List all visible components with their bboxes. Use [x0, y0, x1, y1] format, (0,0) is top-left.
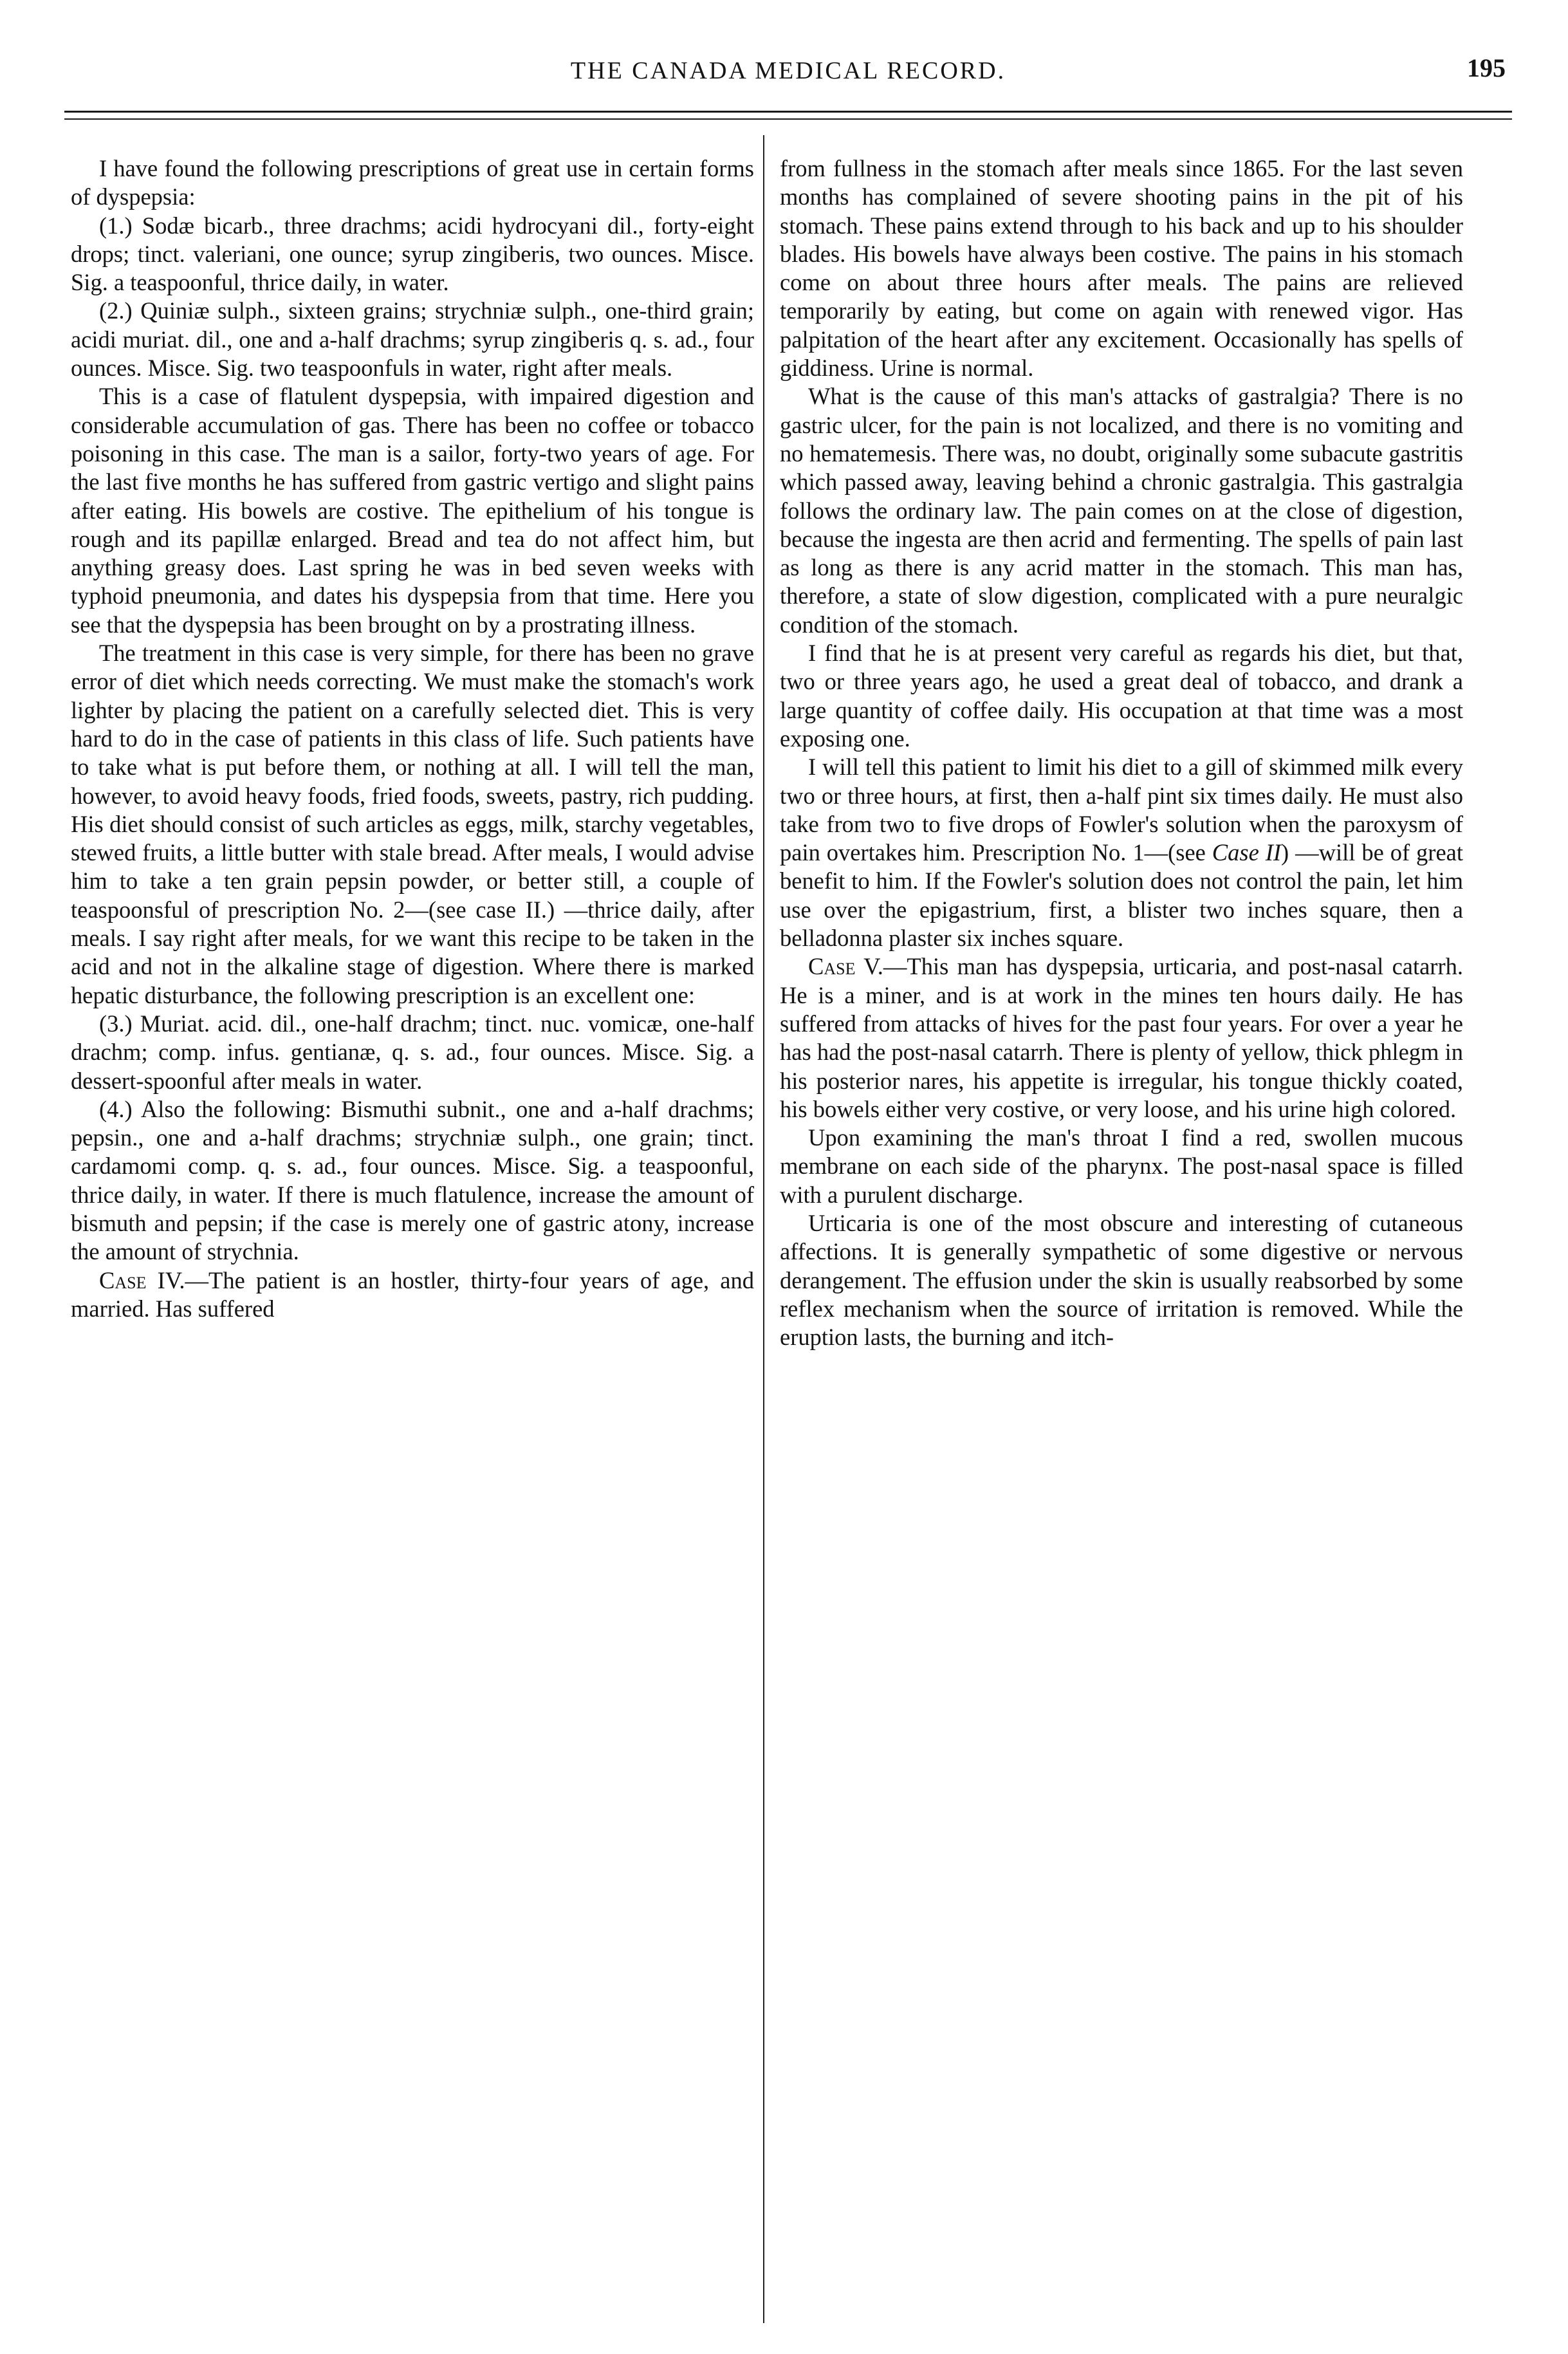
left-column [71, 154, 754, 2330]
running-head [71, 53, 1506, 95]
paragraph-case-v [780, 952, 1463, 1124]
prescription-4: (4.) Also the following: Bismuthi subnit., one and a-half drachms; pepsin., one and a-half drachms; strychniæ sulph., one grain; tinct. cardamomi comp. q. s. ad., four ounces. Misce. Sig. a teaspoonful, thrice daily, in water. If there is much flatulence, increase the amount of bismuth and pepsin; if the case is merely one of gastric atony, increase the amount of strychnia. [71, 1095, 754, 1265]
case-iv-label: Case [99, 1266, 147, 1293]
case-v-label: Case [808, 953, 856, 980]
case-v-text: V.—This man has dyspepsia, urticaria, and post-nasal catarrh. He is a miner, and is at work in the mines ten hours daily. He has suffered from attacks of hives for the past four years. For over a year he has had the post-nasal catarrh. There is plenty of yellow, thick phlegm in his posterior nares, his appetite is irregular, his tongue thickly coated, his bowels either very costive, or very loose, and his urine high colored. [780, 953, 1463, 1122]
paragraph-urticaria: Urticaria is one of the most obscure and interesting of cutaneous affections. It is generally sympathetic of some digestive or nervous derangement. The effusion under the skin is usually reabsorbed by some reflex mechanism when the source of irritation is removed. While the eruption lasts, the burning and itch- [780, 1209, 1463, 1351]
paragraph-intro: I have found the following prescriptions of great use in certain forms of dyspepsia: [71, 155, 754, 210]
paragraph-milk-diet [780, 753, 1463, 952]
milk-diet-text-b: ) —will be of great benefit to him. If the Fowler's solution does not control the pain, let him use over the epigastrium, first, a blister two inches square, then a belladonna plaster six inches square. [780, 839, 1463, 952]
header-rule-thin [64, 118, 1512, 120]
case-iv-text: IV.—The patient is an hostler, thirty-four years of age, and married. Has suffered [71, 1266, 754, 1322]
paragraph-case-iv [71, 1266, 754, 1324]
header-rule-thick [64, 111, 1512, 113]
case-ii-reference: Case II [1212, 839, 1282, 866]
milk-diet-text-a: I will tell this patient to limit his diet to a gill of skimmed milk every two or three hours, at first, then a-half pint six times daily. He must also take from two to five drops of Fowler's solution when the paroxysm of pain overtakes him. Prescription No. 1—(see [780, 754, 1463, 866]
paragraph-diet-history: I find that he is at present very careful as regards his diet, but that, two or three years ago, he used a great deal of tobacco, and drank a large quantity of coffee daily. His occupation at that time was a most exposing one. [780, 640, 1463, 752]
page-number: 195 [1467, 53, 1506, 82]
right-column [780, 154, 1463, 2330]
paragraph-flatulent-dyspepsia: This is a case of flatulent dyspepsia, with impaired digestion and considerable accumulation of gas. There has been no coffee or tobacco poisoning in this case. The man is a sailor, forty-two years of age. For the last five months he has suffered from gastric vertigo and slight pains after eating. His bowels are costive. The epithelium of his tongue is rough and its papillæ enlarged. Bread and tea do not affect him, but anything greasy does. Last spring he was in bed seven weeks with typhoid pneumonia, and dates his dyspepsia from that time. Here you see that the dyspepsia has been brought on by a prostrating illness. [71, 383, 754, 638]
prescription-2: (2.) Quiniæ sulph., sixteen grains; strychniæ sulph., one-third grain; acidi muriat. dil., one and a-half drachms; syrup zingiberis q. s. ad., four ounces. Misce. Sig. two teaspoonfuls in water, right after meals. [71, 297, 754, 382]
paragraph-treatment: The treatment in this case is very simple, for there has been no grave error of diet which needs correcting. We must make the stomach's work lighter by placing the patient on a carefully selected diet. This is very hard to do in the case of patients in this class of life. Such patients have to take what is put before them, or nothing at all. I will tell the man, however, to avoid heavy foods, fried foods, sweets, pastry, rich pudding. His diet should consist of such articles as eggs, milk, starchy vegetables, stewed fruits, a little butter with stale bread. After meals, I would advise him to take a ten grain pepsin powder, or better still, a couple of teaspoonsful of prescription No. 2—(see case II.) —thrice daily, after meals. I say right after meals, for we want this recipe to be taken in the acid and not in the alkaline stage of digestion. Where there is marked hepatic disturbance, the following prescription is an excellent one: [71, 640, 754, 1008]
journal-title: THE CANADA MEDICAL RECORD. [570, 57, 1006, 84]
paragraph-case-iv-continued: from fullness in the stomach after meals since 1865. For the last seven months has complained of severe shooting pains in the pit of his stomach. These pains extend through to his back and up to his shoulder blades. His bowels have always been costive. The pains in his stomach come on about three hours after meals. The pains are relieved temporarily by eating, but come on again with renewed vigor. Has palpitation of the heart after any excitement. Occasionally has spells of giddiness. Urine is normal. [780, 155, 1463, 382]
prescription-1: (1.) Sodæ bicarb., three drachms; acidi hydrocyani dil., forty-eight drops; tinct. valeriani, one ounce; syrup zingiberis, two ounces. Misce. Sig. a teaspoonful, thrice daily, in water. [71, 212, 754, 296]
prescription-3: (3.) Muriat. acid. dil., one-half drachm; tinct. nuc. vomicæ, one-half drachm; comp. infus. gentianæ, q. s. ad., four ounces. Misce. Sig. a dessert-spoonful after meals in water. [71, 1010, 754, 1094]
paragraph-throat-exam: Upon examining the man's throat I find a red, swollen mucous membrane on each side of the pharynx. The post-nasal space is filled with a purulent discharge. [780, 1124, 1463, 1208]
paragraph-gastralgia-cause: What is the cause of this man's attacks of gastralgia? There is no gastric ulcer, for the pain is not localized, and there is no vomiting and no hematemesis. There was, no doubt, originally some subacute gastritis which passed away, leaving behind a chronic gastralgia. This gastralgia follows the ordinary law. The pain comes on at the close of digestion, because the ingesta are then acrid and fermenting. The spells of pain last as long as there is any acrid matter in the stomach. This man has, therefore, a state of slow digestion, complicated with a pure neuralgic condition of the stomach. [780, 383, 1463, 638]
column-divider [763, 135, 764, 2323]
